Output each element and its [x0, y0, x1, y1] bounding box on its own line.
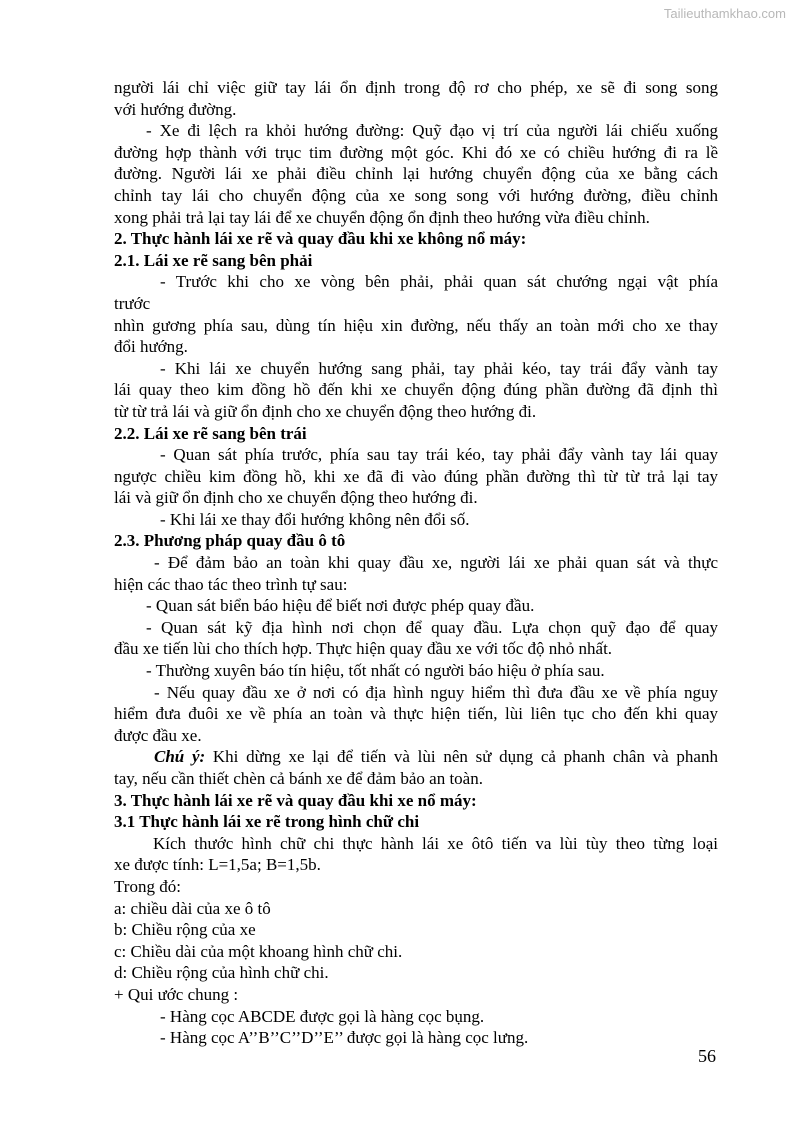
text-line: - Quan sát kỹ địa hình nơi chọn để quay đầu. Lựa chọn quỹ đạo để quay [146, 617, 718, 637]
text-line: đầu xe tiến lùi cho thích hợp. Thực hiện quay đầu xe với tốc độ nhỏ nhất. [114, 639, 613, 659]
note-text: Khi dừng xe lại để tiến và lùi nên sử dụng cả phanh chân và phanh [205, 747, 718, 767]
text-line: + Qui ước chung : [114, 984, 239, 1004]
text-line: người lái chỉ việc giữ tay lái ổn định trong độ rơ cho phép, xe sẽ đi song song [114, 78, 718, 97]
watermark: Tailieuthamkhao.com [663, 6, 786, 21]
text-line: - Quan sát biển báo hiệu để biết nơi được phép quay đầu. [146, 596, 535, 616]
text-line: nhìn gương phía sau, dùng tín hiệu xin đường, nếu thấy an toàn mới cho xe thay [114, 315, 718, 335]
note-label: Chú ý: [154, 747, 206, 767]
text-line: d: Chiều rộng của hình chữ chi. [114, 963, 329, 983]
text-line: - Trước khi cho xe vòng bên phải, phải quan sát chướng ngại vật phía [160, 272, 718, 292]
page-number: 56 [698, 1046, 716, 1066]
text-line: - Khi lái xe thay đổi hướng không nên đổi số. [160, 509, 470, 529]
text-line: xe được tính: L=1,5a; B=1,5b. [114, 855, 321, 875]
text-line: - Thường xuyên báo tín hiệu, tốt nhất có người báo hiệu ở phía sau. [146, 661, 605, 681]
text-line: hiện các thao tác theo trình tự sau: [114, 574, 348, 594]
text-line: trước [114, 293, 151, 313]
text-line: a: chiều dài của xe ô tô [114, 898, 271, 918]
text-line: đường. Người lái xe phải điều chỉnh lại hướng chuyển động của xe bằng cách [114, 164, 718, 184]
text-line: - Xe đi lệch ra khỏi hướng đường: Quỹ đạo vị trí của người lái chiếu xuống [146, 121, 718, 141]
text-line: - Để đảm bảo an toàn khi quay đầu xe, người lái xe phải quan sát và thực [154, 553, 718, 573]
text-line: lái quay theo kim đồng hồ đến khi xe chuyển động đúng phần đường đã định thì [114, 380, 718, 400]
text-line: hiểm đưa đuôi xe về phía an toàn và thực hiện tiến, lùi liên tục cho đến khi quay [114, 704, 718, 724]
text-line: - Hàng cọc A’’B’’C’’D’’E’’ được gọi là hàng cọc lưng. [160, 1028, 529, 1048]
text-line: với hướng đường. [114, 99, 237, 119]
text-line: tay, nếu cần thiết chèn cả bánh xe để đảm bảo an toàn. [114, 769, 483, 788]
note-line [114, 746, 718, 768]
text-line: xong phải trả lại tay lái để xe chuyển động ổn định theo hướng vừa điều chỉnh. [114, 207, 650, 227]
text-line: được đầu xe. [114, 725, 202, 745]
subsection-heading: 2.3. Phương pháp quay đầu ô tô [114, 531, 346, 551]
section-heading: 2. Thực hành lái xe rẽ và quay đầu khi xe không nổ máy: [114, 229, 527, 249]
text-line: - Khi lái xe chuyển hướng sang phải, tay phải kéo, tay trái đẩy vành tay [160, 358, 718, 378]
subsection-heading: 3.1 Thực hành lái xe rẽ trong hình chữ chi [114, 812, 420, 832]
text-line: - Hàng cọc ABCDE được gọi là hàng cọc bụng. [160, 1006, 485, 1026]
text-line: lái và giữ ổn định cho xe chuyển động theo hướng đi. [114, 488, 478, 508]
text-line: chỉnh tay lái cho chuyển động của xe song song với hướng đường, điều chỉnh [114, 185, 718, 205]
page-body [114, 77, 718, 1049]
text-line: - Quan sát phía trước, phía sau tay trái kéo, tay phải đẩy vành tay lái quay [160, 445, 718, 465]
text-line: từ từ trả lái và giữ ổn định cho xe chuyển động theo hướng đi. [114, 401, 537, 421]
text-line: đường hợp thành với trục tim đường một góc. Khi đó xe có chiều hướng đi ra lề [114, 142, 718, 162]
text-line: - Nếu quay đầu xe ở nơi có địa hình nguy hiểm thì đưa đầu xe về phía nguy [154, 682, 718, 702]
text-line: Trong đó: [114, 876, 181, 896]
text-line: Kích thước hình chữ chi thực hành lái xe ôtô tiến va lùi tùy theo từng loại [153, 833, 718, 853]
text-line: đổi hướng. [114, 337, 188, 357]
subsection-heading: 2.1. Lái xe rẽ sang bên phải [114, 250, 313, 270]
text-line: c: Chiều dài của một khoang hình chữ chi. [114, 941, 403, 961]
section-heading: 3. Thực hành lái xe rẽ và quay đầu khi xe nổ máy: [114, 790, 477, 810]
subsection-heading: 2.2. Lái xe rẽ sang bên trái [114, 423, 307, 443]
text-line: ngược chiều kim đồng hồ, khi xe đã đi vào đúng phần đường thì từ từ trả lại tay [114, 466, 718, 486]
text-line: b: Chiều rộng của xe [114, 920, 256, 940]
